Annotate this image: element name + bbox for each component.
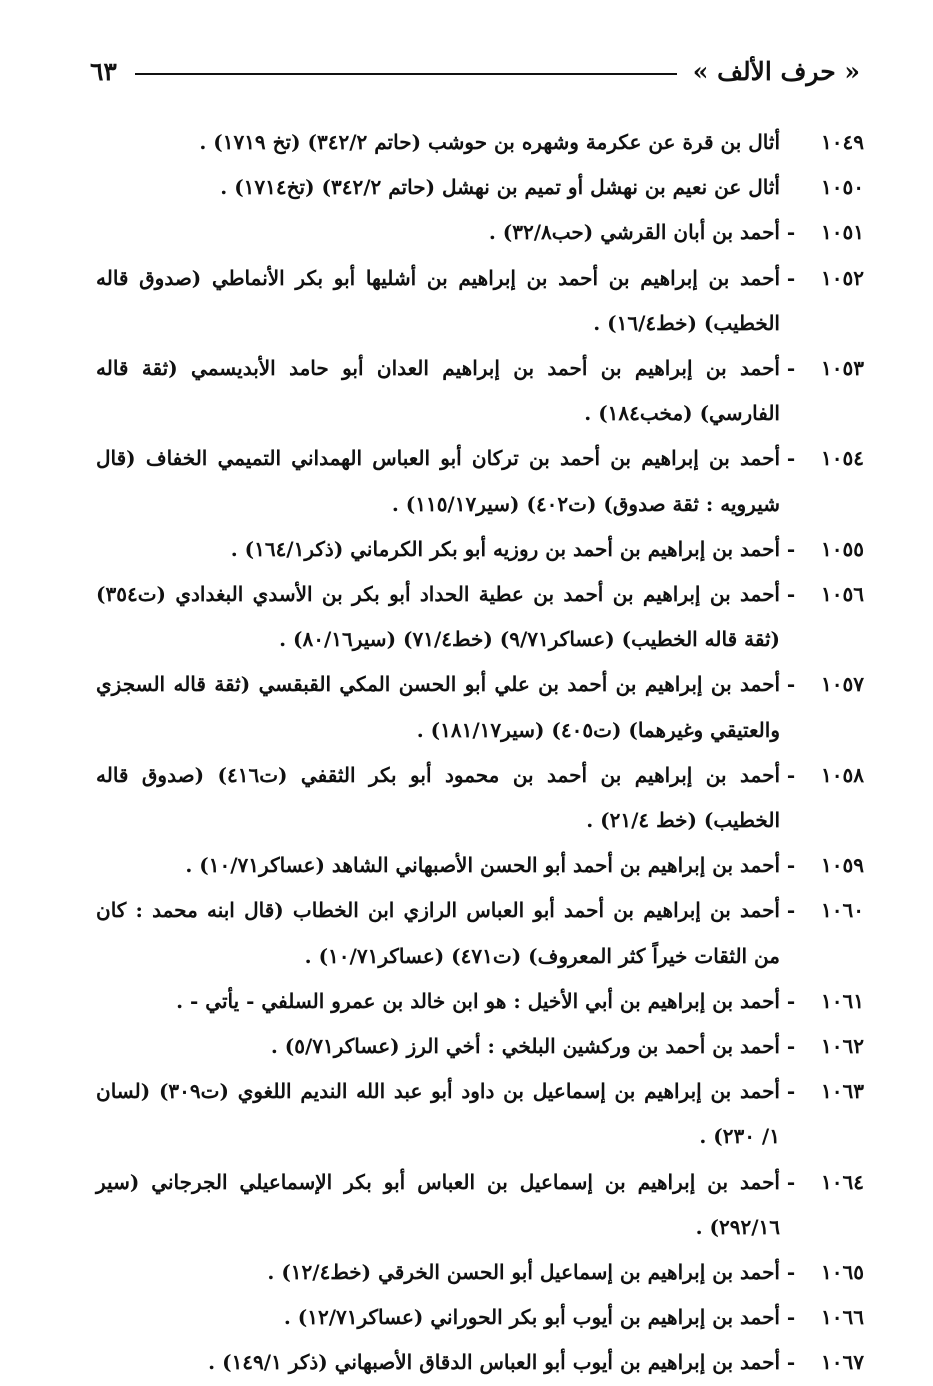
entry-text: أحمد بن أحمد بن وركشين البلخي : أخي الرز (عساكر٥/٧١) .: [270, 1034, 780, 1059]
entry-number: ١٠٥٤: [821, 446, 864, 471]
entry-text: أحمد بن إبراهيم بن إسماعيل بن العباس أبو بكر الإسماعيلي الجرجاني (سير ٢٩٢/١٦) .: [96, 1169, 780, 1239]
entry-dash: -: [786, 853, 796, 878]
entry-number: ١٠٦٦: [821, 1305, 864, 1330]
entry-1056: [96, 572, 864, 662]
entry-1063: [96, 1069, 864, 1159]
entry-number: ١٠٦٧: [821, 1350, 864, 1375]
entry-text: أحمد بن إبراهيم بن أحمد بن إبراهيم العدان أبو حامد الأبديسمي (ثقة قاله الفارسي) (مخب١٨٤) .: [96, 356, 780, 426]
entry-text: أحمد بن إبراهيم بن أيوب أبو بكر الحوراني (عساكر١٢/٧١) .: [283, 1305, 780, 1330]
entry-dash: -: [786, 220, 796, 245]
entry-dash: -: [786, 672, 796, 697]
entry-text: أحمد بن إبراهيم بن أحمد أبو الحسن الأصبهاني الشاهد (عساكر١٠/٧١) .: [185, 853, 780, 878]
entry-1066: [96, 1295, 864, 1340]
entry-text: أحمد بن إبراهيم بن أحمد أبو العباس الرازي ابن الخطاب (قال ابنه محمد : كان من الثقات خيراً كثر المعروف) (ت٤٧١) (عساكر١٠/٧١) .: [96, 898, 780, 968]
entry-number: ١٠٥١: [821, 220, 864, 245]
entry-dash: -: [786, 1169, 796, 1194]
entry-number: ١٠٥٢: [821, 265, 864, 290]
entry-dash: -: [786, 356, 796, 381]
entry-dash: -: [786, 446, 796, 471]
entry-1065: [96, 1250, 864, 1295]
entry-1064: [96, 1160, 864, 1250]
entry-number: ١٠٦١: [821, 988, 864, 1013]
entry-1061: [96, 979, 864, 1024]
entry-1052: [96, 256, 864, 346]
entry-number: ١٠٦٣: [821, 1079, 864, 1104]
chapter-title: « حرف الألف »: [692, 57, 860, 86]
entry-dash: -: [786, 988, 796, 1013]
entry-text: أحمد بن إبراهيم بن أحمد بن تركان أبو العباس الهمداني التميمي الخفاف (قال شيرويه : ثقة صدوق) (ت٤٠٢) (سير١١٥/١٧) .: [96, 446, 780, 516]
entry-1060: [96, 888, 864, 978]
entry-1050: [96, 165, 864, 210]
entry-dash: -: [786, 1034, 796, 1059]
header-rule: [135, 73, 677, 75]
entry-1059: [96, 843, 864, 888]
entry-dash: -: [786, 265, 796, 290]
entry-text: أحمد بن إبراهيم بن أحمد بن علي أبو الحسن المكي القبقسي (ثقة قاله السجزي والعتيقي وغيرهما) (ت٤٠٥) (سير١٨١/١٧) .: [96, 672, 780, 742]
page-header: [90, 52, 860, 92]
entry-1058: [96, 753, 864, 843]
entry-text: أحمد بن إبراهيم بن إسماعيل أبو الحسن الخرقي (خط١٢/٤) .: [267, 1260, 780, 1285]
entry-text: أثال بن قرة عن عكرمة وشهره بن حوشب (حاتم ٣٤٢/٢) (تخ ١٧١٩) .: [199, 130, 780, 154]
entry-1049: [96, 120, 864, 165]
entry-number: ١٠٥٠: [821, 175, 864, 200]
entry-1057: [96, 662, 864, 752]
entry-dash: -: [786, 536, 796, 561]
entry-number: ١٠٦٥: [821, 1260, 864, 1285]
entry-number: ١٠٥٩: [821, 853, 864, 878]
entry-text: أحمد بن إبراهيم بن أحمد بن محمود أبو بكر الثقفي (ت٤١٦) (صدوق قاله الخطيب) (خط ٢١/٤) .: [96, 762, 780, 833]
entry-number: ١٠٤٩: [821, 130, 864, 154]
entry-text: أثال عن نعيم بن نهشل أو تميم بن نهشل (حاتم ٣٤٢/٢) (تخ١٧١٤) .: [220, 175, 780, 200]
entry-number: ١٠٥٣: [821, 356, 864, 381]
entry-number: ١٠٦٠: [821, 898, 864, 923]
entry-text: أحمد بن إبراهيم بن أبي الأخيل : هو ابن خالد بن عمرو السلفي - يأتي - .: [176, 988, 780, 1013]
entry-dash: -: [786, 1079, 796, 1104]
entry-dash: -: [786, 898, 796, 923]
entry-text: أحمد بن إبراهيم بن أيوب أبو العباس الدقاق الأصبهاني (ذكر ١٤٩/١) .: [208, 1350, 780, 1375]
entry-1067: [96, 1340, 864, 1385]
entry-1055: [96, 527, 864, 572]
entry-number: ١٠٥٨: [821, 762, 864, 787]
entry-text: أحمد بن أبان القرشي (حب٣٢/٨) .: [488, 220, 780, 245]
entry-number: ١٠٥٥: [821, 536, 864, 561]
entry-dash: -: [786, 762, 796, 787]
entry-number: ١٠٥٧: [821, 672, 864, 697]
entry-dash: -: [786, 582, 796, 607]
page-number: ٦٣: [90, 57, 117, 86]
entries-list: [96, 120, 864, 1386]
entry-1054: [96, 436, 864, 526]
entry-text: أحمد بن إبراهيم بن أحمد بن روزيه أبو بكر الكرماني (ذكر١٦٤/١) .: [230, 536, 780, 561]
entry-dash: -: [786, 1260, 796, 1285]
entry-number: ١٠٦٤: [821, 1169, 864, 1194]
entry-number: ١٠٦٢: [821, 1034, 864, 1059]
entry-1053: [96, 346, 864, 436]
entry-text: أحمد بن إبراهيم بن إسماعيل بن داود أبو عبد الله النديم اللغوي (ت٣٠٩) (لسان ١/ ٢٣٠) .: [96, 1079, 780, 1149]
entry-dash: -: [786, 1305, 796, 1330]
entry-1051: [96, 210, 864, 255]
entry-text: أحمد بن إبراهيم بن أحمد بن إبراهيم بن أشليها أبو بكر الأنماطي (صدوق قاله الخطيب) (خط١٦/٤) .: [96, 265, 780, 335]
entry-1062: [96, 1024, 864, 1069]
entry-number: ١٠٥٦: [821, 582, 864, 607]
entry-dash: -: [786, 1350, 796, 1375]
entry-text: أحمد بن إبراهيم بن أحمد بن عطية الحداد أبو بكر بن الأسدي البغدادي (ت٣٥٤) (ثقة قاله الخطيب) (عساكر٩/٧١) (خط٧١/٤) (سير٨٠/١٦) .: [96, 582, 780, 652]
